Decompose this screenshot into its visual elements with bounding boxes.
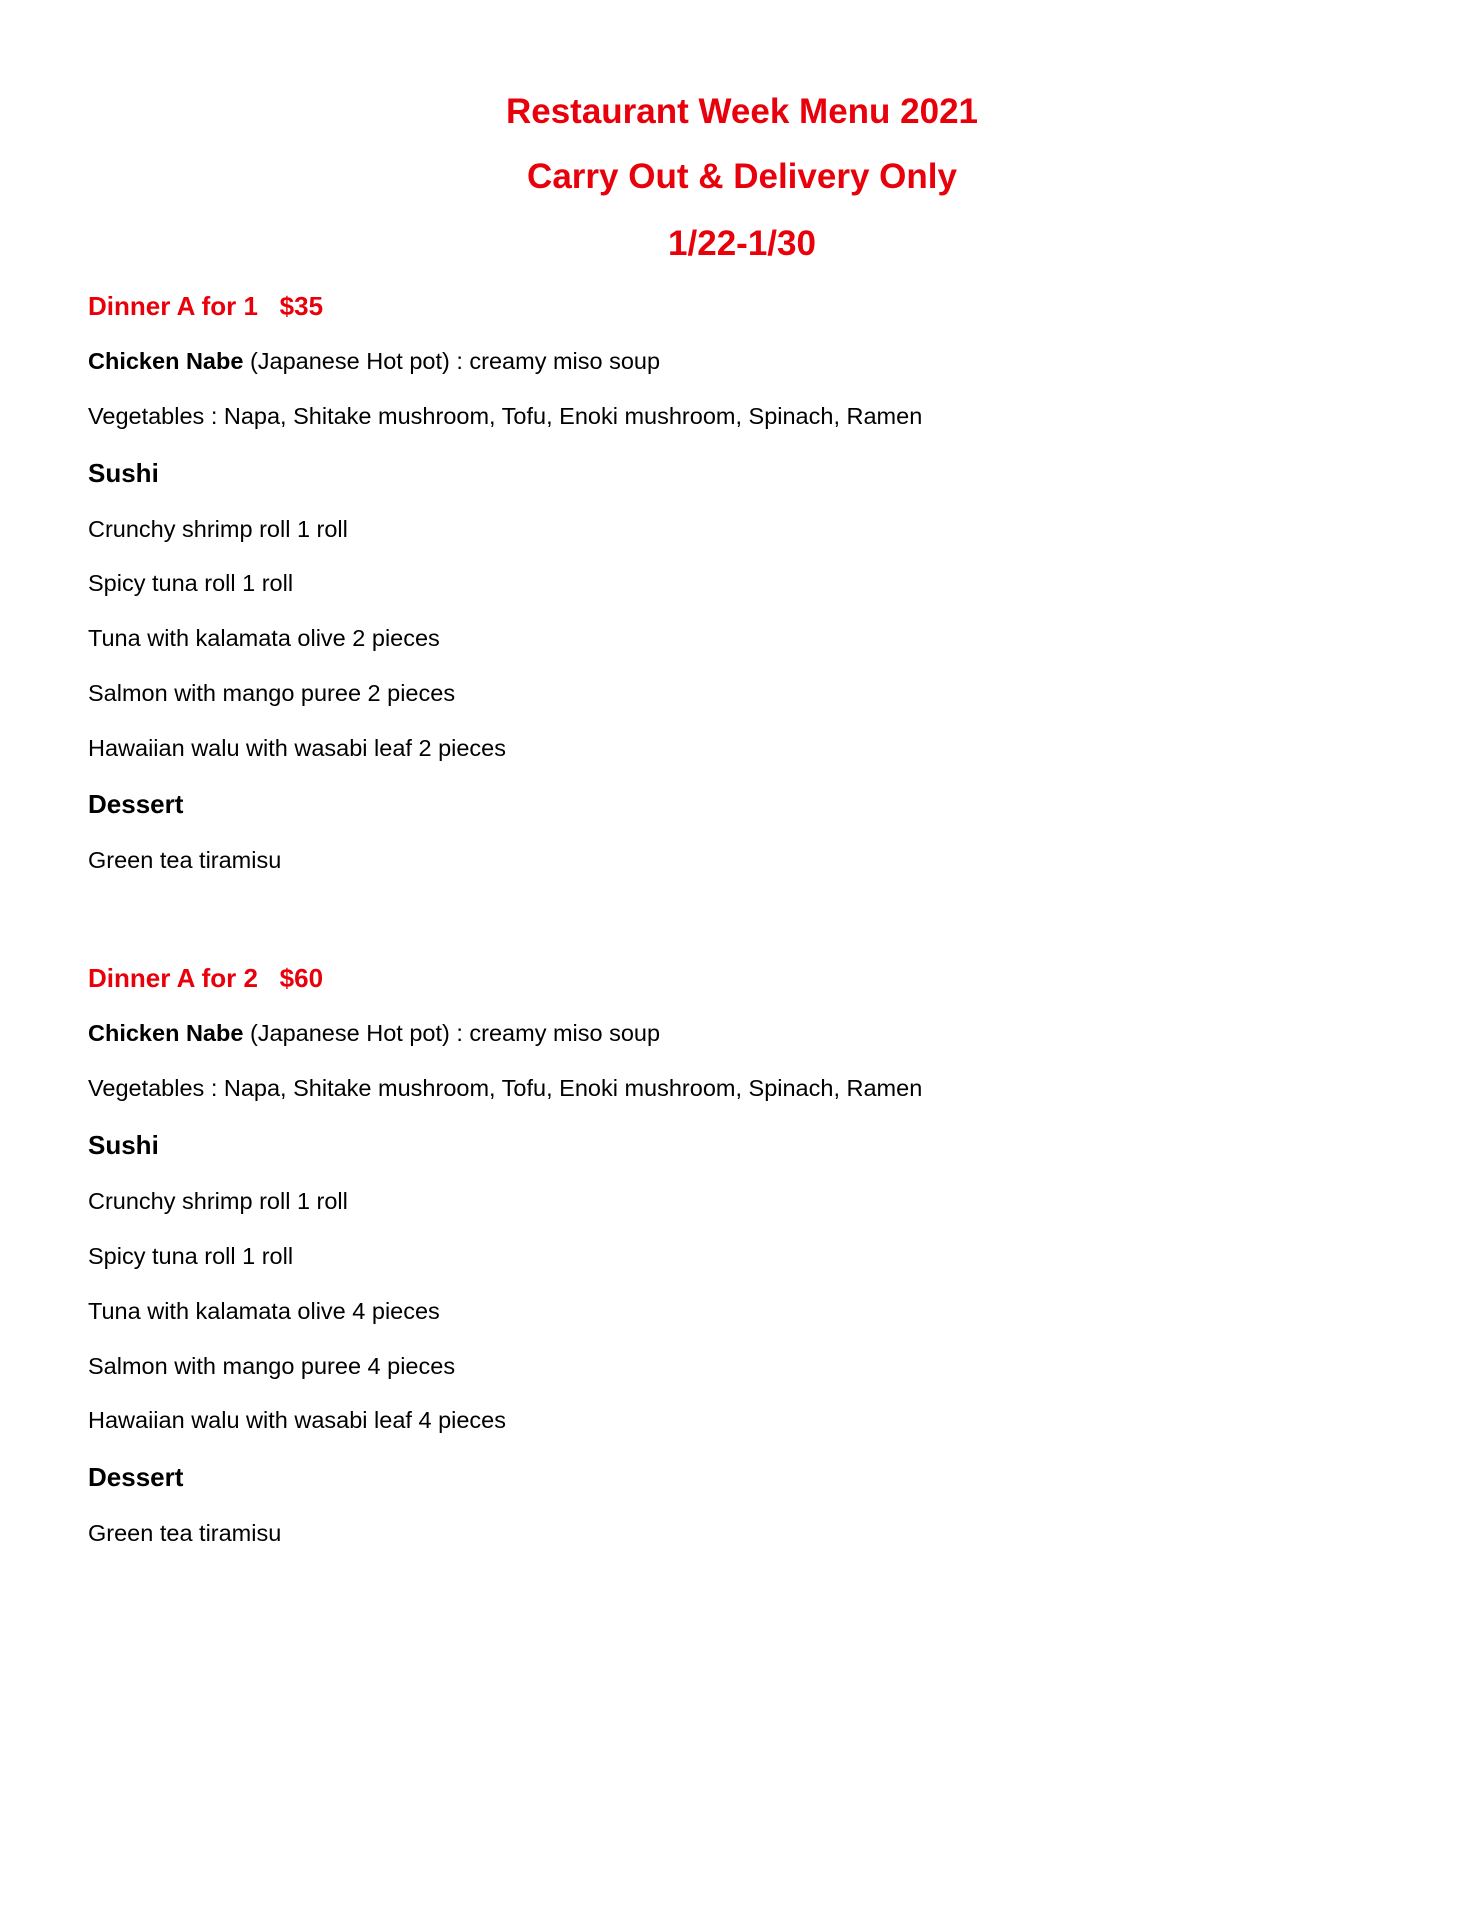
menu-2-dessert-item: Green tea tiramisu: [88, 1520, 282, 1546]
menu-title: Restaurant Week Menu 2021: [505, 92, 979, 131]
menu-1-sushi-heading: Sushi: [88, 458, 159, 488]
menu-1-heading: [88, 290, 323, 322]
menu-2-heading: [88, 962, 323, 994]
menu-2-nabe-desc: (Japanese Hot pot) : creamy miso soup: [243, 1020, 661, 1046]
menu-2-title: Dinner A for 2: [88, 963, 258, 993]
menu-1-dessert-item: Green tea tiramisu: [88, 847, 282, 873]
menu-2-sushi-item: Salmon with mango puree 4 pieces: [88, 1353, 456, 1379]
menu-1-nabe-name: Chicken Nabe: [88, 348, 244, 374]
date-range: 1/22-1/30: [668, 224, 816, 263]
menu-2-price: $60: [279, 963, 324, 993]
service-note: Carry Out & Delivery Only: [527, 157, 957, 196]
menu-1-sushi-item: Spicy tuna roll 1 roll: [88, 570, 294, 596]
menu-1-sushi-item: Salmon with mango puree 2 pieces: [88, 680, 456, 706]
menu-2-nabe: [88, 1018, 660, 1048]
menu-1-sushi-item: Crunchy shrimp roll 1 roll: [88, 516, 348, 542]
menu-1-nabe-desc: (Japanese Hot pot) : creamy miso soup: [243, 348, 661, 374]
menu-2-sushi-heading: Sushi: [88, 1130, 159, 1160]
menu-2-dessert-heading: Dessert: [88, 1462, 184, 1492]
menu-1-dessert-heading: Dessert: [88, 789, 184, 819]
menu-1-price: $35: [279, 291, 324, 321]
menu-1-title: Dinner A for 1: [88, 291, 258, 321]
menu-2-sushi-item: Tuna with kalamata olive 4 pieces: [88, 1298, 440, 1324]
menu-1-sushi-item: Hawaiian walu with wasabi leaf 2 pieces: [88, 735, 506, 761]
menu-2-vegetables: Vegetables : Napa, Shitake mushroom, Tofu, Enoki mushroom, Spinach, Ramen: [88, 1075, 923, 1101]
menu-2-sushi-item: Spicy tuna roll 1 roll: [88, 1243, 294, 1269]
menu-2-sushi-item: Crunchy shrimp roll 1 roll: [88, 1188, 348, 1214]
menu-1-nabe: [88, 346, 660, 376]
menu-2-sushi-item: Hawaiian walu with wasabi leaf 4 pieces: [88, 1407, 506, 1433]
menu-2-nabe-name: Chicken Nabe: [88, 1020, 244, 1046]
menu-1-vegetables: Vegetables : Napa, Shitake mushroom, Tofu, Enoki mushroom, Spinach, Ramen: [88, 403, 923, 429]
menu-1-sushi-item: Tuna with kalamata olive 2 pieces: [88, 625, 440, 651]
